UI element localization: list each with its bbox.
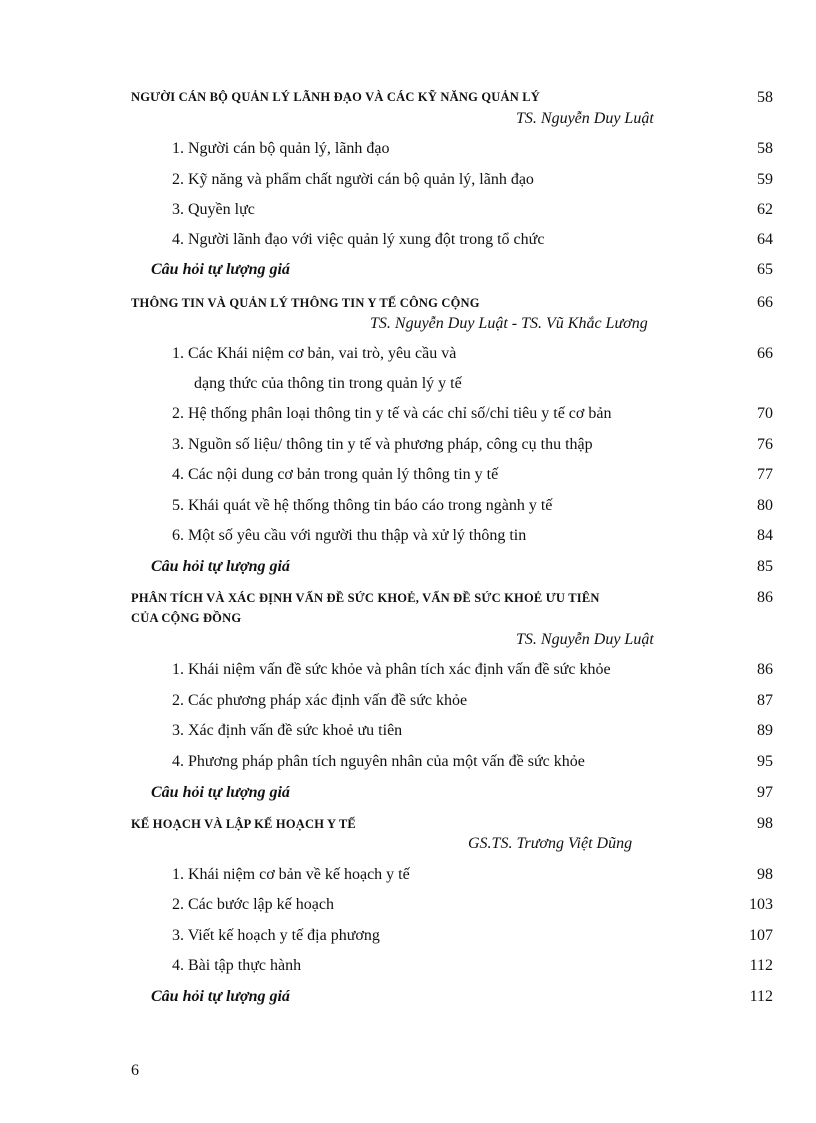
toc-item: 1. Khái niệm cơ bản về kế hoạch y tế (172, 866, 410, 883)
self-assessment-questions: Câu hỏi tự lượng giá (151, 558, 290, 575)
toc-item-page: 84 (757, 527, 773, 544)
chapter-page: 86 (757, 589, 773, 606)
toc-item: 3. Xác định vấn đề sức khoẻ ưu tiên (172, 722, 403, 739)
chapter-page: 66 (757, 294, 773, 311)
chapter-author: TS. Nguyễn Duy Luật - TS. Vũ Khắc Lương (370, 315, 648, 332)
self-assessment-questions: Câu hỏi tự lượng giá (151, 988, 290, 1005)
self-assessment-page: 97 (757, 784, 773, 801)
toc-item-page: 62 (757, 201, 773, 218)
toc-item: 2. Hệ thống phân loại thông tin y tế và các chỉ số/chỉ tiêu y tế cơ bản (172, 405, 612, 422)
toc-item: 3. Viết kế hoạch y tế địa phương (172, 927, 380, 944)
toc-item: 2. Các bước lập kế hoạch (172, 896, 334, 913)
self-assessment-questions: Câu hỏi tự lượng giá (151, 784, 290, 801)
toc-item: 3. Quyền lực (172, 201, 255, 218)
self-assessment-questions: Câu hỏi tự lượng giá (151, 261, 290, 278)
chapter-title: NGƯỜI CÁN BỘ QUẢN LÝ LÃNH ĐẠO VÀ CÁC KỸ NĂNG QUẢN LÝ (131, 90, 541, 104)
toc-item: 2. Kỹ năng và phẩm chất người cán bộ quản lý, lãnh đạo (172, 171, 534, 188)
toc-item-page: 103 (749, 896, 773, 913)
toc-item-page: 70 (757, 405, 773, 422)
toc-item: 4. Phương pháp phân tích nguyên nhân của một vấn đề sức khỏe (172, 753, 585, 770)
toc-item: 2. Các phương pháp xác định vấn đề sức khỏe (172, 692, 468, 709)
toc-item-page: 58 (757, 140, 773, 157)
chapter-page: 58 (757, 89, 773, 106)
toc-item: 6. Một số yêu cầu với người thu thập và xử lý thông tin (172, 527, 527, 544)
chapter-author: GS.TS. Trương Việt Dũng (468, 835, 633, 852)
chapter-title: KẾ HOẠCH VÀ LẬP KẾ HOẠCH Y TẾ (131, 817, 356, 831)
toc-item-page: 87 (757, 692, 773, 709)
chapter-title-continuation: CỦA CỘNG ĐỒNG (131, 611, 242, 625)
self-assessment-page: 112 (749, 988, 773, 1005)
chapter-author: TS. Nguyễn Duy Luật (516, 110, 654, 127)
toc-item-page: 86 (757, 661, 773, 678)
toc-item-page: 64 (757, 231, 773, 248)
toc-item-page: 77 (757, 466, 773, 483)
toc-item: 1. Người cán bộ quản lý, lãnh đạo (172, 140, 390, 157)
toc-item: 5. Khái quát về hệ thống thông tin báo cáo trong ngành y tế (172, 497, 553, 514)
toc-item-page: 76 (757, 436, 773, 453)
chapter-page: 98 (757, 815, 773, 832)
toc-item-page: 98 (757, 866, 773, 883)
toc-item-continuation: dạng thức của thông tin trong quản lý y tế (194, 375, 462, 392)
self-assessment-page: 85 (757, 558, 773, 575)
toc-item: 4. Người lãnh đạo với việc quản lý xung đột trong tổ chức (172, 231, 545, 248)
toc-item: 1. Khái niệm vấn đề sức khỏe và phân tích xác định vấn đề sức khỏe (172, 661, 611, 678)
toc-item: 4. Các nội dung cơ bản trong quản lý thông tin y tế (172, 466, 499, 483)
toc-item-page: 89 (757, 722, 773, 739)
toc-item-page: 107 (749, 927, 773, 944)
toc-item-page: 95 (757, 753, 773, 770)
self-assessment-page: 65 (757, 261, 773, 278)
toc-item-page: 80 (757, 497, 773, 514)
toc-item-page: 59 (757, 171, 773, 188)
toc-item-page: 112 (749, 957, 773, 974)
chapter-title: PHÂN TÍCH VÀ XÁC ĐỊNH VẤN ĐỀ SỨC KHOẺ, VẤN ĐỀ SỨC KHOẺ ƯU TIÊN (131, 591, 600, 605)
page-number: 6 (131, 1062, 139, 1079)
toc-item: 3. Nguồn số liệu/ thông tin y tế và phương pháp, công cụ thu thập (172, 436, 593, 453)
toc-item: 4. Bài tập thực hành (172, 957, 302, 974)
toc-item: 1. Các Khái niệm cơ bản, vai trò, yêu cầu và (172, 345, 457, 362)
chapter-title: THÔNG TIN VÀ QUẢN LÝ THÔNG TIN Y TẾ CÔNG CỘNG (131, 296, 480, 310)
chapter-author: TS. Nguyễn Duy Luật (516, 631, 654, 648)
toc-item-page: 66 (757, 345, 773, 362)
